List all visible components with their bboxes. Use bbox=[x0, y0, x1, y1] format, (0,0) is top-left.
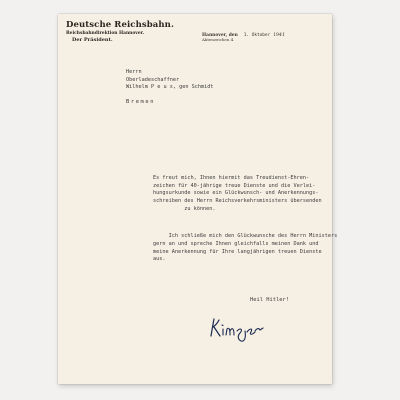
body-line: meine Anerkennung für Ihre langjährigen treuen Dienste bbox=[153, 248, 322, 255]
body-line: aus. bbox=[153, 256, 166, 263]
body-line: Es freut mich, Ihnen hiermit das Treudienst-Ehren- bbox=[153, 175, 310, 182]
letterhead-directorate: Reichsbahndirektion Hannover. bbox=[66, 31, 145, 36]
body-line: zu können. bbox=[153, 205, 216, 212]
letterhead-organization: Deutsche Reichsbahn. bbox=[66, 20, 175, 30]
body-line: zeichen für 40-jährige treue Dienste und die Verlei- bbox=[153, 182, 316, 189]
recipient-address bbox=[126, 69, 213, 92]
body-line: gern an und spreche Ihnen gleichfalls meinen Dank und bbox=[153, 240, 319, 247]
body-paragraph-1 bbox=[153, 175, 337, 213]
recipient-title: Oberladeschaffner bbox=[126, 76, 180, 83]
body-paragraph-2 bbox=[153, 233, 337, 263]
body-line: hungsurkunde sowie ein Glückwunsch- und Anerkennungs- bbox=[153, 190, 319, 197]
recipient-name: Wilhelm P e u s, gen Schmidt bbox=[126, 84, 214, 90]
letterhead bbox=[66, 20, 174, 43]
body-line: schreiben des Herrn Reichsverkehrsministers übersenden bbox=[153, 197, 322, 204]
closing-salutation: Heil Hitler! bbox=[250, 297, 289, 303]
dateline-date: 1. Oktober bbox=[243, 33, 271, 38]
letter-body bbox=[153, 160, 337, 284]
dateline-year-handwritten: 41 bbox=[278, 32, 286, 38]
handwritten-signature bbox=[205, 316, 273, 344]
dateline-year-prefix: 19 bbox=[273, 33, 279, 38]
recipient-city: Bremen bbox=[126, 99, 156, 105]
recipient-salutation: Herrn bbox=[126, 69, 142, 75]
body-line: Ich schließe mich den Glückwunsche des Herrn Ministers bbox=[153, 233, 338, 240]
reference-number: Aktenzeichen 4. bbox=[202, 37, 235, 42]
letter-page bbox=[58, 14, 338, 384]
dateline-place: Hannover, den bbox=[202, 33, 238, 38]
letterhead-president: Der Präsident. bbox=[72, 37, 113, 43]
